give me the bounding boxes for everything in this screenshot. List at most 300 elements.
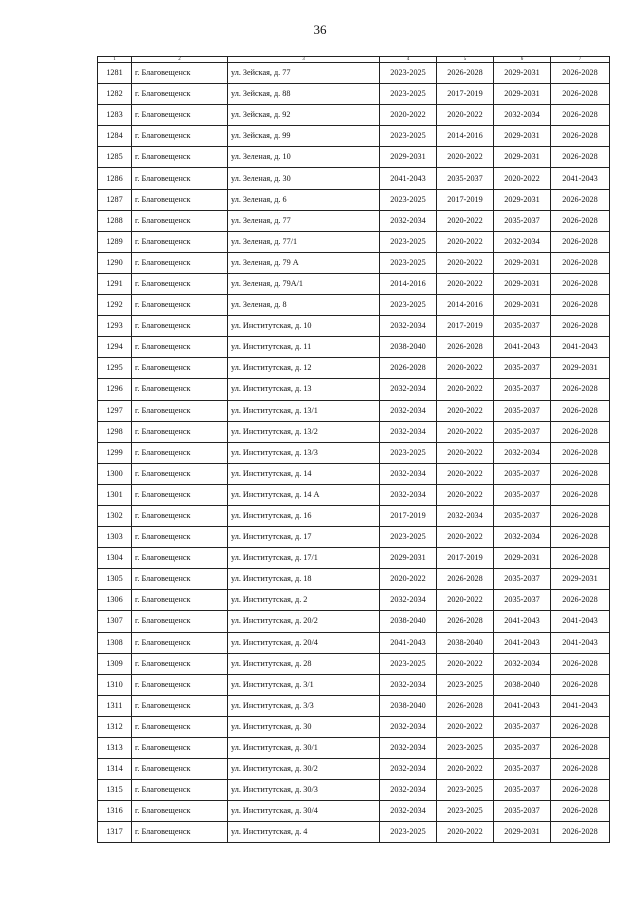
address-cell: ул. Зеленая, д. 6 <box>228 189 380 210</box>
period-col-6: 2035-2037 <box>494 780 551 801</box>
city-cell: г. Благовещенск <box>132 569 228 590</box>
address-cell: ул. Зеленая, д. 79 А <box>228 252 380 273</box>
table-row <box>98 674 610 695</box>
period-col-6: 2029-2031 <box>494 84 551 105</box>
address-cell: ул. Институтская, д. 14 <box>228 463 380 484</box>
row-number: 1288 <box>98 210 132 231</box>
period-col-6: 2029-2031 <box>494 295 551 316</box>
address-cell: ул. Зейская, д. 77 <box>228 63 380 84</box>
period-col-5: 2017-2019 <box>437 84 494 105</box>
city-cell: г. Благовещенск <box>132 105 228 126</box>
table-row <box>98 84 610 105</box>
period-col-7: 2026-2028 <box>551 548 610 569</box>
city-cell: г. Благовещенск <box>132 590 228 611</box>
period-col-6: 2029-2031 <box>494 147 551 168</box>
city-cell: г. Благовещенск <box>132 653 228 674</box>
period-col-4: 2032-2034 <box>380 484 437 505</box>
row-number: 1297 <box>98 400 132 421</box>
row-number: 1303 <box>98 527 132 548</box>
period-col-7: 2041-2043 <box>551 168 610 189</box>
period-col-5: 2020-2022 <box>437 759 494 780</box>
period-col-6: 2032-2034 <box>494 527 551 548</box>
address-cell: ул. Институтская, д. 20/4 <box>228 632 380 653</box>
period-col-5: 2023-2025 <box>437 738 494 759</box>
city-cell: г. Благовещенск <box>132 252 228 273</box>
row-number: 1289 <box>98 231 132 252</box>
period-col-7: 2026-2028 <box>551 527 610 548</box>
table-row <box>98 316 610 337</box>
table-row <box>98 442 610 463</box>
city-cell: г. Благовещенск <box>132 738 228 759</box>
address-cell: ул. Институтская, д. 30/1 <box>228 738 380 759</box>
address-cell: ул. Институтская, д. 4 <box>228 822 380 843</box>
period-col-4: 2032-2034 <box>380 379 437 400</box>
column-number: 1 <box>98 57 132 63</box>
table-row <box>98 738 610 759</box>
address-cell: ул. Институтская, д. 28 <box>228 653 380 674</box>
period-col-4: 2032-2034 <box>380 674 437 695</box>
row-number: 1284 <box>98 126 132 147</box>
period-col-6: 2032-2034 <box>494 442 551 463</box>
period-col-4: 2020-2022 <box>380 569 437 590</box>
city-cell: г. Благовещенск <box>132 189 228 210</box>
period-col-5: 2020-2022 <box>437 379 494 400</box>
period-col-5: 2017-2019 <box>437 189 494 210</box>
address-cell: ул. Институтская, д. 2 <box>228 590 380 611</box>
period-col-4: 2023-2025 <box>380 822 437 843</box>
city-cell: г. Благовещенск <box>132 168 228 189</box>
period-col-6: 2032-2034 <box>494 231 551 252</box>
period-col-7: 2026-2028 <box>551 252 610 273</box>
address-cell: ул. Институтская, д. 30 <box>228 716 380 737</box>
table-row <box>98 759 610 780</box>
city-cell: г. Благовещенск <box>132 63 228 84</box>
period-col-4: 2041-2043 <box>380 168 437 189</box>
period-col-5: 2020-2022 <box>437 653 494 674</box>
address-cell: ул. Институтская, д. 11 <box>228 337 380 358</box>
row-number: 1293 <box>98 316 132 337</box>
row-number: 1290 <box>98 252 132 273</box>
row-number: 1281 <box>98 63 132 84</box>
address-cell: ул. Институтская, д. 16 <box>228 505 380 526</box>
period-col-5: 2026-2028 <box>437 337 494 358</box>
city-cell: г. Благовещенск <box>132 548 228 569</box>
period-col-5: 2020-2022 <box>437 527 494 548</box>
period-col-5: 2020-2022 <box>437 421 494 442</box>
address-cell: ул. Институтская, д. 10 <box>228 316 380 337</box>
period-col-5: 2023-2025 <box>437 674 494 695</box>
period-col-4: 2029-2031 <box>380 147 437 168</box>
period-col-4: 2023-2025 <box>380 189 437 210</box>
period-col-4: 2023-2025 <box>380 252 437 273</box>
table-row <box>98 189 610 210</box>
column-number: 4 <box>380 57 437 63</box>
address-cell: ул. Институтская, д. 13 <box>228 379 380 400</box>
address-cell: ул. Институтская, д. 20/2 <box>228 611 380 632</box>
period-col-7: 2026-2028 <box>551 295 610 316</box>
period-col-6: 2041-2043 <box>494 337 551 358</box>
period-col-6: 2035-2037 <box>494 463 551 484</box>
period-col-7: 2026-2028 <box>551 126 610 147</box>
period-col-4: 2032-2034 <box>380 801 437 822</box>
period-col-7: 2026-2028 <box>551 316 610 337</box>
period-col-5: 2020-2022 <box>437 231 494 252</box>
period-col-4: 2032-2034 <box>380 421 437 442</box>
period-col-7: 2026-2028 <box>551 716 610 737</box>
address-cell: ул. Институтская, д. 13/3 <box>228 442 380 463</box>
row-number: 1295 <box>98 358 132 379</box>
period-col-6: 2035-2037 <box>494 505 551 526</box>
address-cell: ул. Зеленая, д. 10 <box>228 147 380 168</box>
row-number: 1287 <box>98 189 132 210</box>
city-cell: г. Благовещенск <box>132 316 228 337</box>
table-row <box>98 421 610 442</box>
period-col-4: 2029-2031 <box>380 548 437 569</box>
table-row <box>98 695 610 716</box>
table-row <box>98 358 610 379</box>
column-number: 5 <box>437 57 494 63</box>
address-cell: ул. Зейская, д. 88 <box>228 84 380 105</box>
table-row <box>98 527 610 548</box>
period-col-7: 2026-2028 <box>551 505 610 526</box>
city-cell: г. Благовещенск <box>132 674 228 695</box>
period-col-7: 2041-2043 <box>551 632 610 653</box>
address-cell: ул. Институтская, д. 3/3 <box>228 695 380 716</box>
address-cell: ул. Институтская, д. 30/2 <box>228 759 380 780</box>
row-number: 1292 <box>98 295 132 316</box>
address-cell: ул. Зеленая, д. 77 <box>228 210 380 231</box>
table-row <box>98 210 610 231</box>
table-row <box>98 801 610 822</box>
city-cell: г. Благовещенск <box>132 801 228 822</box>
period-col-5: 2020-2022 <box>437 716 494 737</box>
table-row <box>98 126 610 147</box>
address-cell: ул. Институтская, д. 17 <box>228 527 380 548</box>
address-cell: ул. Зеленая, д. 77/1 <box>228 231 380 252</box>
period-col-7: 2026-2028 <box>551 147 610 168</box>
period-col-5: 2020-2022 <box>437 252 494 273</box>
table-row <box>98 295 610 316</box>
period-col-5: 2020-2022 <box>437 400 494 421</box>
period-col-6: 2029-2031 <box>494 822 551 843</box>
period-col-7: 2026-2028 <box>551 484 610 505</box>
period-col-7: 2026-2028 <box>551 379 610 400</box>
period-col-7: 2026-2028 <box>551 738 610 759</box>
period-col-7: 2026-2028 <box>551 189 610 210</box>
period-col-6: 2035-2037 <box>494 358 551 379</box>
period-col-7: 2026-2028 <box>551 780 610 801</box>
row-number: 1308 <box>98 632 132 653</box>
period-col-7: 2026-2028 <box>551 759 610 780</box>
period-col-6: 2029-2031 <box>494 252 551 273</box>
period-col-5: 2023-2025 <box>437 780 494 801</box>
city-cell: г. Благовещенск <box>132 695 228 716</box>
table-row <box>98 632 610 653</box>
period-col-5: 2035-2037 <box>437 168 494 189</box>
period-col-4: 2023-2025 <box>380 63 437 84</box>
city-cell: г. Благовещенск <box>132 527 228 548</box>
period-col-4: 2032-2034 <box>380 759 437 780</box>
period-col-7: 2026-2028 <box>551 210 610 231</box>
period-col-6: 2032-2034 <box>494 653 551 674</box>
period-col-6: 2035-2037 <box>494 316 551 337</box>
city-cell: г. Благовещенск <box>132 611 228 632</box>
period-col-5: 2020-2022 <box>437 442 494 463</box>
table-row <box>98 822 610 843</box>
period-col-7: 2026-2028 <box>551 801 610 822</box>
period-col-4: 2023-2025 <box>380 442 437 463</box>
period-col-4: 2023-2025 <box>380 527 437 548</box>
table-row <box>98 780 610 801</box>
row-number: 1302 <box>98 505 132 526</box>
period-col-6: 2029-2031 <box>494 63 551 84</box>
table-row <box>98 400 610 421</box>
period-col-4: 2032-2034 <box>380 400 437 421</box>
address-cell: ул. Институтская, д. 30/4 <box>228 801 380 822</box>
row-number: 1312 <box>98 716 132 737</box>
row-number: 1313 <box>98 738 132 759</box>
row-number: 1285 <box>98 147 132 168</box>
city-cell: г. Благовещенск <box>132 463 228 484</box>
column-number: 3 <box>228 57 380 63</box>
period-col-6: 2035-2037 <box>494 590 551 611</box>
period-col-4: 2026-2028 <box>380 358 437 379</box>
housing-table <box>97 56 610 843</box>
row-number: 1282 <box>98 84 132 105</box>
period-col-7: 2041-2043 <box>551 695 610 716</box>
period-col-6: 2035-2037 <box>494 759 551 780</box>
period-col-6: 2041-2043 <box>494 632 551 653</box>
column-number: 6 <box>494 57 551 63</box>
period-col-4: 2032-2034 <box>380 716 437 737</box>
city-cell: г. Благовещенск <box>132 210 228 231</box>
address-cell: ул. Зеленая, д. 30 <box>228 168 380 189</box>
city-cell: г. Благовещенск <box>132 759 228 780</box>
address-cell: ул. Зейская, д. 99 <box>228 126 380 147</box>
table-row <box>98 252 610 273</box>
period-col-5: 2020-2022 <box>437 358 494 379</box>
city-cell: г. Благовещенск <box>132 632 228 653</box>
period-col-7: 2026-2028 <box>551 231 610 252</box>
period-col-4: 2023-2025 <box>380 653 437 674</box>
row-number: 1286 <box>98 168 132 189</box>
period-col-4: 2038-2040 <box>380 337 437 358</box>
city-cell: г. Благовещенск <box>132 379 228 400</box>
period-col-5: 2020-2022 <box>437 105 494 126</box>
period-col-6: 2035-2037 <box>494 421 551 442</box>
period-col-5: 2020-2022 <box>437 484 494 505</box>
period-col-7: 2026-2028 <box>551 653 610 674</box>
period-col-7: 2026-2028 <box>551 105 610 126</box>
period-col-6: 2038-2040 <box>494 674 551 695</box>
period-col-4: 2032-2034 <box>380 463 437 484</box>
address-cell: ул. Зейская, д. 92 <box>228 105 380 126</box>
table-row <box>98 716 610 737</box>
period-col-7: 2026-2028 <box>551 84 610 105</box>
period-col-4: 2038-2040 <box>380 611 437 632</box>
period-col-5: 2017-2019 <box>437 316 494 337</box>
address-cell: ул. Институтская, д. 17/1 <box>228 548 380 569</box>
address-cell: ул. Институтская, д. 3/1 <box>228 674 380 695</box>
period-col-7: 2029-2031 <box>551 358 610 379</box>
period-col-5: 2020-2022 <box>437 273 494 294</box>
city-cell: г. Благовещенск <box>132 84 228 105</box>
address-cell: ул. Институтская, д. 13/1 <box>228 400 380 421</box>
table-row <box>98 548 610 569</box>
period-col-5: 2014-2016 <box>437 295 494 316</box>
page-number: 36 <box>313 22 327 37</box>
period-col-5: 2020-2022 <box>437 210 494 231</box>
row-number: 1309 <box>98 653 132 674</box>
row-number: 1304 <box>98 548 132 569</box>
period-col-6: 2020-2022 <box>494 168 551 189</box>
row-number: 1301 <box>98 484 132 505</box>
period-col-7: 2026-2028 <box>551 590 610 611</box>
period-col-4: 2032-2034 <box>380 210 437 231</box>
table-row <box>98 105 610 126</box>
period-col-5: 2020-2022 <box>437 147 494 168</box>
period-col-4: 2023-2025 <box>380 126 437 147</box>
table-row <box>98 590 610 611</box>
city-cell: г. Благовещенск <box>132 484 228 505</box>
period-col-5: 2026-2028 <box>437 569 494 590</box>
period-col-7: 2026-2028 <box>551 273 610 294</box>
period-col-6: 2029-2031 <box>494 273 551 294</box>
row-number: 1283 <box>98 105 132 126</box>
period-col-4: 2023-2025 <box>380 84 437 105</box>
table-row <box>98 273 610 294</box>
city-cell: г. Благовещенск <box>132 147 228 168</box>
period-col-5: 2032-2034 <box>437 505 494 526</box>
address-cell: ул. Институтская, д. 18 <box>228 569 380 590</box>
address-cell: ул. Зеленая, д. 8 <box>228 295 380 316</box>
row-number: 1317 <box>98 822 132 843</box>
address-cell: ул. Институтская, д. 30/3 <box>228 780 380 801</box>
table-row <box>98 147 610 168</box>
city-cell: г. Благовещенск <box>132 273 228 294</box>
period-col-6: 2035-2037 <box>494 484 551 505</box>
period-col-5: 2014-2016 <box>437 126 494 147</box>
city-cell: г. Благовещенск <box>132 126 228 147</box>
row-number: 1305 <box>98 569 132 590</box>
period-col-7: 2026-2028 <box>551 421 610 442</box>
period-col-5: 2020-2022 <box>437 590 494 611</box>
city-cell: г. Благовещенск <box>132 716 228 737</box>
period-col-5: 2026-2028 <box>437 611 494 632</box>
period-col-5: 2020-2022 <box>437 822 494 843</box>
period-col-7: 2026-2028 <box>551 400 610 421</box>
city-cell: г. Благовещенск <box>132 358 228 379</box>
row-number: 1310 <box>98 674 132 695</box>
period-col-6: 2041-2043 <box>494 695 551 716</box>
row-number: 1296 <box>98 379 132 400</box>
table-row <box>98 63 610 84</box>
city-cell: г. Благовещенск <box>132 400 228 421</box>
period-col-4: 2020-2022 <box>380 105 437 126</box>
period-col-7: 2041-2043 <box>551 611 610 632</box>
period-col-7: 2026-2028 <box>551 822 610 843</box>
table-row <box>98 168 610 189</box>
city-cell: г. Благовещенск <box>132 442 228 463</box>
period-col-7: 2026-2028 <box>551 63 610 84</box>
period-col-4: 2017-2019 <box>380 505 437 526</box>
period-col-4: 2032-2034 <box>380 316 437 337</box>
period-col-7: 2026-2028 <box>551 442 610 463</box>
period-col-5: 2026-2028 <box>437 695 494 716</box>
city-cell: г. Благовещенск <box>132 295 228 316</box>
period-col-6: 2035-2037 <box>494 801 551 822</box>
table-row <box>98 379 610 400</box>
period-col-6: 2029-2031 <box>494 548 551 569</box>
column-number: 2 <box>132 57 228 63</box>
period-col-4: 2032-2034 <box>380 590 437 611</box>
table-row <box>98 653 610 674</box>
table-row <box>98 337 610 358</box>
row-number: 1294 <box>98 337 132 358</box>
period-col-6: 2032-2034 <box>494 105 551 126</box>
period-col-6: 2035-2037 <box>494 400 551 421</box>
row-number: 1316 <box>98 801 132 822</box>
city-cell: г. Благовещенск <box>132 505 228 526</box>
row-number: 1300 <box>98 463 132 484</box>
period-col-6: 2029-2031 <box>494 126 551 147</box>
city-cell: г. Благовещенск <box>132 337 228 358</box>
period-col-6: 2035-2037 <box>494 210 551 231</box>
period-col-4: 2023-2025 <box>380 295 437 316</box>
column-number: 7 <box>551 57 610 63</box>
period-col-4: 2041-2043 <box>380 632 437 653</box>
period-col-6: 2029-2031 <box>494 189 551 210</box>
address-cell: ул. Институтская, д. 13/2 <box>228 421 380 442</box>
row-number: 1311 <box>98 695 132 716</box>
period-col-7: 2026-2028 <box>551 674 610 695</box>
city-cell: г. Благовещенск <box>132 780 228 801</box>
city-cell: г. Благовещенск <box>132 421 228 442</box>
table-row <box>98 231 610 252</box>
address-cell: ул. Институтская, д. 14 А <box>228 484 380 505</box>
period-col-6: 2041-2043 <box>494 611 551 632</box>
period-col-4: 2032-2034 <box>380 738 437 759</box>
table-row <box>98 569 610 590</box>
period-col-6: 2035-2037 <box>494 379 551 400</box>
period-col-5: 2026-2028 <box>437 63 494 84</box>
table-row <box>98 484 610 505</box>
row-number: 1298 <box>98 421 132 442</box>
period-col-4: 2032-2034 <box>380 780 437 801</box>
table-row <box>98 611 610 632</box>
period-col-7: 2026-2028 <box>551 463 610 484</box>
row-number: 1306 <box>98 590 132 611</box>
period-col-7: 2029-2031 <box>551 569 610 590</box>
city-cell: г. Благовещенск <box>132 822 228 843</box>
row-number: 1299 <box>98 442 132 463</box>
period-col-5: 2017-2019 <box>437 548 494 569</box>
row-number: 1314 <box>98 759 132 780</box>
row-number: 1291 <box>98 273 132 294</box>
period-col-4: 2038-2040 <box>380 695 437 716</box>
period-col-4: 2014-2016 <box>380 273 437 294</box>
period-col-5: 2020-2022 <box>437 463 494 484</box>
period-col-6: 2035-2037 <box>494 716 551 737</box>
table-row <box>98 463 610 484</box>
period-col-7: 2041-2043 <box>551 337 610 358</box>
row-number: 1315 <box>98 780 132 801</box>
period-col-5: 2038-2040 <box>437 632 494 653</box>
table-row <box>98 505 610 526</box>
row-number: 1307 <box>98 611 132 632</box>
period-col-6: 2035-2037 <box>494 738 551 759</box>
period-col-5: 2023-2025 <box>437 801 494 822</box>
